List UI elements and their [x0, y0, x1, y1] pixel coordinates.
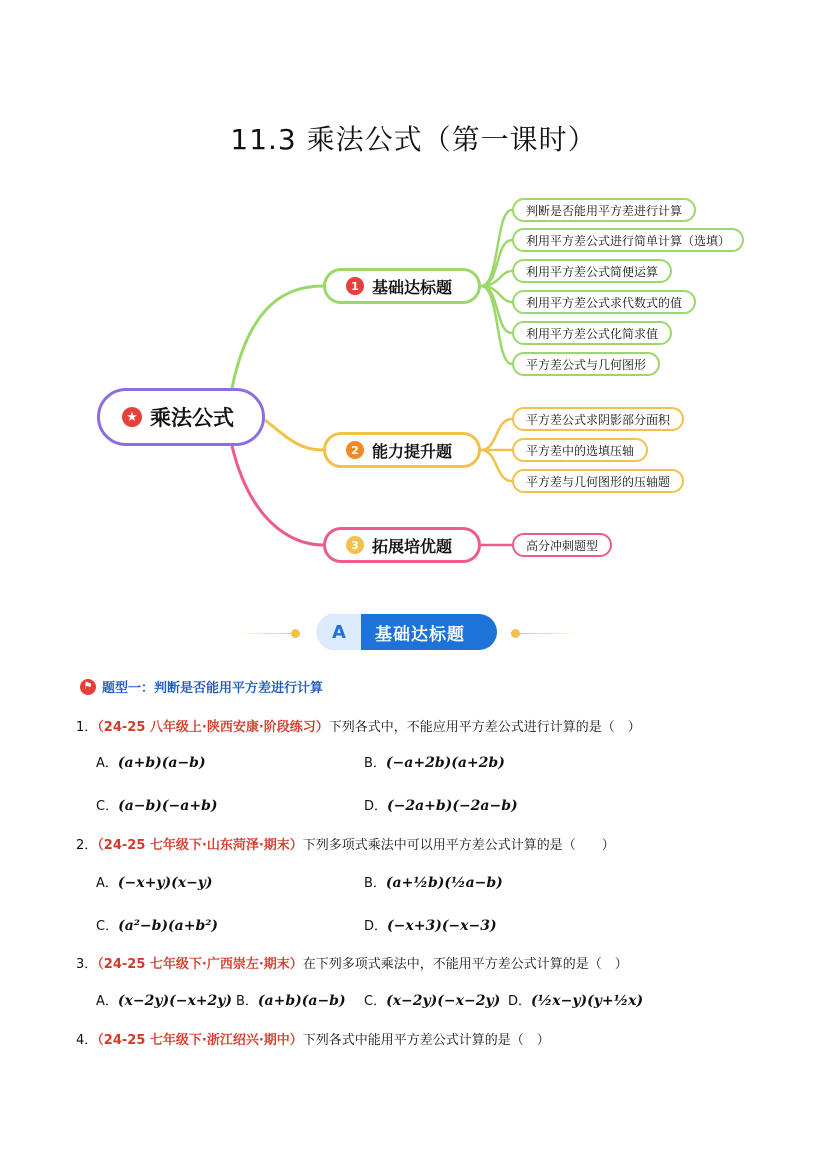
question-number: 4． [76, 1033, 98, 1048]
root-label: 乘法公式 [150, 406, 234, 430]
section-divider-right [518, 633, 578, 634]
section-header [317, 614, 497, 650]
leaf: 平方差公式与几何图形 [512, 352, 660, 376]
section-label: 基础达标题 [375, 624, 465, 645]
connectors-branch1 [481, 210, 512, 364]
section-letter: A [317, 614, 361, 650]
leaf: 判断是否能用平方差进行计算 [512, 198, 696, 222]
question-source: （24-25 七年级下·浙江绍兴·期中） [97, 1033, 303, 1048]
question-text: 在下列多项式乘法中，不能用平方差公式计算的是（ ） [302, 957, 628, 972]
connector-root-branch2 [265, 420, 323, 450]
dot-icon [291, 629, 300, 638]
leaf: 平方差公式求阴影部分面积 [512, 407, 684, 431]
number-3-icon: 3 [346, 536, 364, 554]
option-a[interactable]: A．(x−2y)(−x+2y) [96, 993, 233, 1009]
mindmap-root [97, 388, 265, 446]
question-text: 下列多项式乘法中可以用平方差公式计算的是（ ） [302, 838, 615, 853]
leaf: 平方差中的选填压轴 [512, 438, 648, 462]
leaf: 利用平方差公式简便运算 [512, 259, 672, 283]
number-1-icon: 1 [346, 277, 364, 295]
option-d[interactable]: D．(½x−y)(y+½x) [508, 993, 644, 1009]
option-b[interactable]: B．(−a+2b)(a+2b) [364, 755, 505, 771]
number-2-icon: 2 [346, 441, 364, 459]
option-c[interactable]: C．(a−b)(−a+b) [96, 798, 218, 814]
branch-basic [323, 268, 481, 304]
connector-root-branch3 [232, 446, 323, 545]
section-divider-left [238, 633, 298, 634]
flag-icon: ⚑ [80, 679, 96, 695]
question-number: 2． [76, 838, 98, 853]
question-4 [76, 1029, 550, 1048]
question-type [80, 677, 323, 696]
branch-label: 基础达标题 [372, 277, 453, 297]
connector-root-branch1 [232, 286, 323, 388]
option-b[interactable]: B．(a+b)(a−b) [236, 993, 346, 1009]
question-source: （24-25 七年级下·山东菏泽·期末） [97, 838, 303, 853]
option-d[interactable]: D．(−2a+b)(−2a−b) [364, 798, 518, 814]
option-a[interactable]: A．(−x+y)(x−y) [96, 875, 213, 891]
question-1 [76, 716, 641, 735]
connectors-branch2 [481, 419, 512, 481]
leaf: 平方差与几何图形的压轴题 [512, 469, 684, 493]
question-source: （24-25 八年级上·陕西安康·阶段练习） [97, 720, 329, 735]
leaf: 利用平方差公式进行简单计算（选填） [512, 228, 744, 252]
option-a[interactable]: A．(a+b)(a−b) [96, 755, 206, 771]
question-source: （24-25 七年级下·广西崇左·期末） [97, 957, 303, 972]
question-2 [76, 834, 615, 853]
question-number: 1． [76, 720, 98, 735]
leaf: 利用平方差公式化简求值 [512, 321, 672, 345]
star-icon: ★ [122, 407, 142, 427]
leaf: 高分冲刺题型 [512, 533, 612, 557]
question-text: 下列各式中能用平方差公式计算的是（ ） [302, 1033, 550, 1048]
question-number: 3． [76, 957, 98, 972]
branch-label: 拓展培优题 [372, 536, 453, 556]
question-type-label: 题型一：判断是否能用平方差进行计算 [102, 681, 324, 696]
branch-extend [323, 527, 481, 563]
option-d[interactable]: D．(−x+3)(−x−3) [364, 918, 497, 934]
page-title: 11.3 乘法公式（第一课时） [230, 123, 597, 156]
branch-improve [323, 432, 481, 468]
option-b[interactable]: B．(a+½b)(½a−b) [364, 875, 503, 891]
question-text: 下列各式中，不能应用平方差公式进行计算的是（ ） [328, 720, 641, 735]
option-c[interactable]: C．(a²−b)(a+b²) [96, 918, 219, 934]
option-c[interactable]: C．(x−2y)(−x−2y) [364, 993, 501, 1009]
question-3 [76, 953, 628, 972]
branch-label: 能力提升题 [372, 441, 453, 461]
leaf: 利用平方差公式求代数式的值 [512, 290, 696, 314]
